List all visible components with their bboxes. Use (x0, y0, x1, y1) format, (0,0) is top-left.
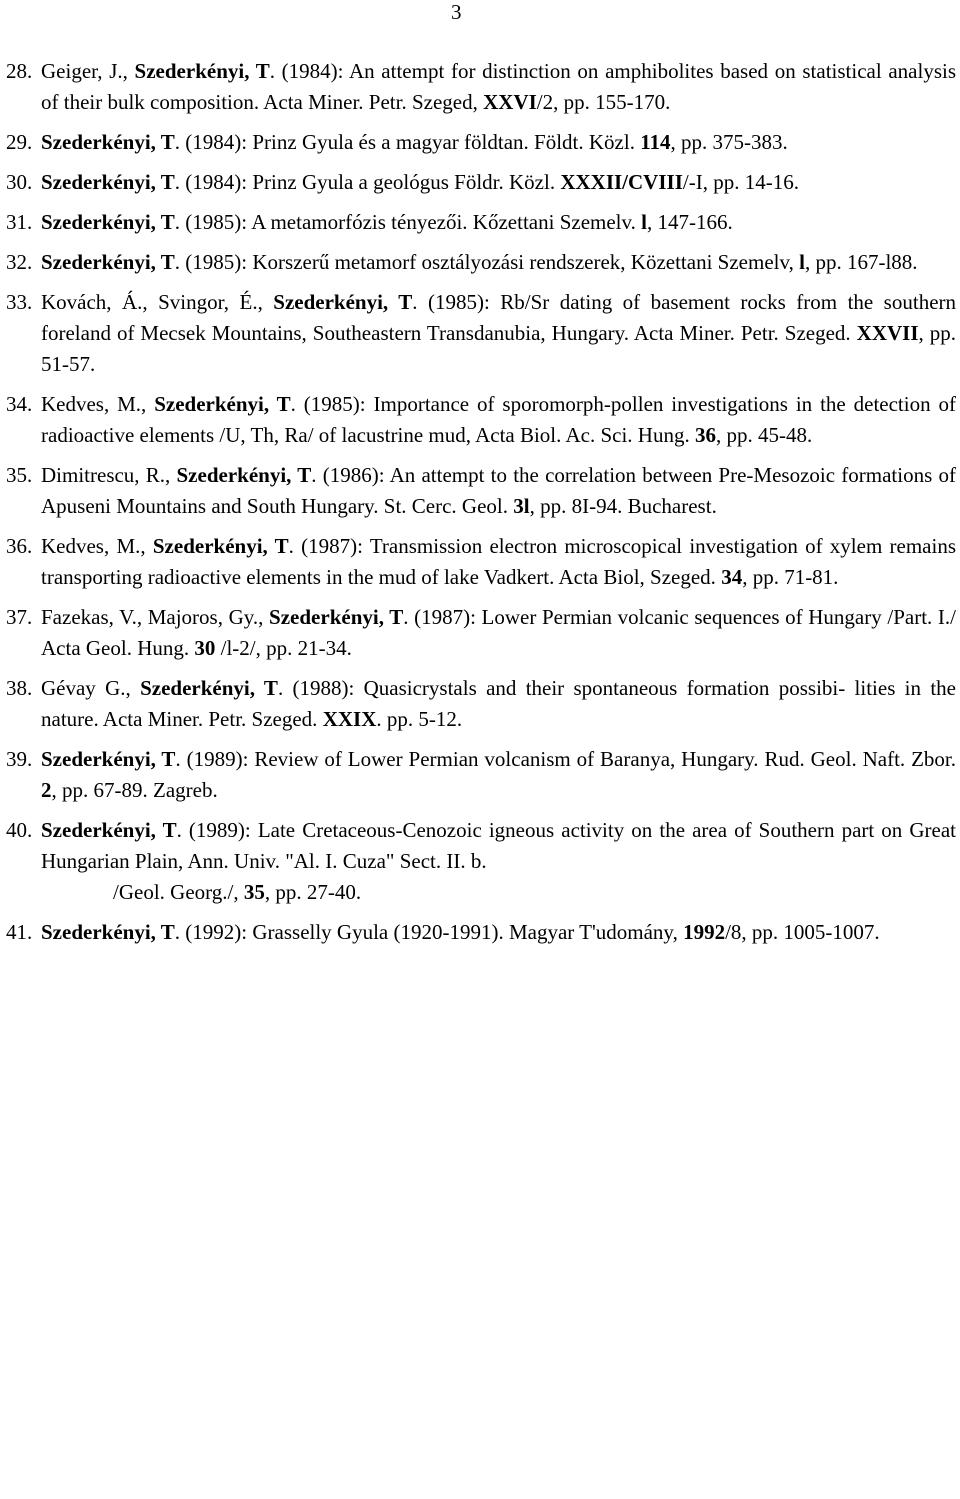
reference-number: 30. (6, 170, 33, 194)
reference-number: 39. (6, 747, 33, 771)
reference-text-segment: . (1988): Quasicrystals and their spontaneous formation possibi- lities in the nature. Acta Miner. Petr. Szeged. (41, 676, 956, 731)
reference-text-segment: , pp. 375-383. (670, 130, 788, 154)
reference-entry (6, 389, 956, 451)
reference-number: 33. (6, 290, 33, 314)
reference-text-segment: . (1985): Importance of sporomorph-pollen investigations in the detection of radioactive elements /U, Th, Ra/ of lacustrine mud, Acta Biol. Ac. Sci. Hung. (41, 392, 956, 447)
reference-number: 40. (6, 818, 33, 842)
reference-text-segment: /-I, pp. 14-16. (682, 170, 799, 194)
reference-text-segment: , pp. 8I-94. Bucharest. (529, 494, 717, 518)
reference-bold-text: 36 (694, 423, 716, 447)
reference-text (41, 247, 956, 278)
reference-bold-text: 1992 (683, 920, 726, 944)
reference-bold-text: 114 (640, 130, 671, 154)
reference-bold-text: Szederkényi, T (41, 130, 175, 154)
reference-number: 28. (6, 59, 33, 83)
reference-text-segment: . (1989): Late Cretaceous-Cenozoic igneous activity on the area of Southern part on Great Hungarian Plain, Ann. Univ. "Al. I. Cuza" Sect. II. b. (41, 818, 956, 873)
reference-entry (6, 531, 956, 593)
reference-bold-text: Szederkényi, T (41, 920, 175, 944)
reference-bold-text: Szederkényi, T (134, 59, 270, 83)
reference-bold-text: Szederkényi, T (41, 818, 177, 842)
reference-entry (6, 602, 956, 664)
reference-text (41, 744, 956, 806)
reference-bold-text: XXXII/CVIII (560, 170, 683, 194)
reference-text-segment: Fazekas, V., Majoros, Gy., (41, 605, 270, 629)
reference-number: 34. (6, 392, 33, 416)
reference-bold-text: Szederkényi, T (154, 392, 291, 416)
reference-text (41, 207, 956, 238)
reference-bold-text: 3l (513, 494, 530, 518)
reference-text (41, 815, 956, 908)
reference-bold-text: Szederkényi, T (41, 250, 175, 274)
reference-text-segment: Dimitrescu, R., (41, 463, 177, 487)
reference-bold-text: 35 (243, 880, 265, 904)
reference-number: 41. (6, 920, 33, 944)
reference-bold-text: Szederkényi, T (273, 290, 413, 314)
reference-bold-text: Szederkényi, T (269, 605, 404, 629)
reference-bold-text: l (641, 210, 647, 234)
reference-text-segment: . (1984): Prinz Gyula a geológus Földr. Közl. (174, 170, 561, 194)
reference-number: 31. (6, 210, 33, 234)
reference-entry (6, 207, 956, 238)
reference-text-segment: /l-2/, pp. 21-34. (215, 636, 352, 660)
reference-entry (6, 56, 956, 118)
reference-number: 38. (6, 676, 33, 700)
reference-text-segment: . (1985): Rb/Sr dating of basement rocks from the southern foreland of Mecsek Mountains, Southeastern Transdanubia, Hungary. Acta Miner. Petr. Szeged. (41, 290, 957, 345)
reference-text (41, 602, 956, 664)
reference-text-segment: /2, pp. 155-170. (536, 90, 671, 114)
reference-entry (6, 744, 956, 806)
reference-entry (6, 460, 956, 522)
reference-text (41, 287, 956, 380)
reference-list (6, 56, 956, 957)
reference-text-segment: . (1986): An attempt to the correlation between Pre-Mesozoic formations of Apuseni Mountains and South Hungary. St. Cerc. Geol. (41, 463, 956, 518)
reference-text (41, 531, 956, 593)
reference-bold-text: Szederkényi, T (140, 676, 278, 700)
reference-text (41, 673, 956, 735)
reference-number: 32. (6, 250, 33, 274)
reference-text-segment: , pp. 167-l88. (804, 250, 918, 274)
page-number: 3 (451, 0, 462, 24)
reference-bold-text: l (799, 250, 805, 274)
reference-entry (6, 127, 956, 158)
reference-text-segment: . (1984): An attempt for distinction on amphibolites based on statistical analysis of their bulk composition. Acta Miner. Petr. Szeged, (41, 59, 956, 114)
reference-bold-text: Szederkényi, T (41, 170, 175, 194)
reference-text-segment: . (1987): Transmission electron microscopical investigation of xylem remains transporting radioactive elements in the mud of lake Vadkert. Acta Biol, Szeged. (41, 534, 956, 589)
reference-text-segment: , pp. 51-57. (41, 321, 957, 376)
reference-number: 35. (6, 463, 33, 487)
reference-text-segment: , 147-166. (646, 210, 733, 234)
reference-text-segment: , pp. 67-89. Zagreb. (51, 778, 218, 802)
reference-text (41, 917, 956, 948)
reference-text-segment: Kovách, Á., Svingor, É., (41, 290, 274, 314)
reference-bold-text: XXVI (483, 90, 537, 114)
reference-text-segment: . (1985): Korszerű metamorf osztályozási rendszerek, Közettani Szemelv, (174, 250, 800, 274)
reference-text-segment: . (1984): Prinz Gyula és a magyar földtan. Földt. Közl. (174, 130, 641, 154)
reference-entry (6, 287, 956, 380)
reference-text (41, 460, 956, 522)
reference-continuation (41, 877, 956, 908)
reference-text-segment: , pp. 27-40. (264, 880, 362, 904)
reference-text (41, 127, 956, 158)
reference-number: 36. (6, 534, 33, 558)
reference-text-segment: Kedves, M., (41, 534, 153, 558)
reference-bold-text: 30 (194, 636, 216, 660)
reference-bold-text: 34 (721, 565, 743, 589)
reference-text-segment: . pp. 5-12. (376, 707, 463, 731)
reference-bold-text: Szederkényi, T (152, 534, 289, 558)
reference-text-segment: . (1987): Lower Permian volcanic sequences of Hungary /Part. I./ Acta Geol. Hung. (41, 605, 956, 660)
reference-entry (6, 815, 956, 908)
reference-text-segment: , pp. 45-48. (715, 423, 813, 447)
reference-bold-text: XXIX (322, 707, 377, 731)
reference-bold-text: XXVII (856, 321, 919, 345)
reference-bold-text: Szederkényi, T (176, 463, 312, 487)
reference-bold-text: Szederkényi, T (41, 747, 176, 771)
reference-text-segment: Geiger, J., (41, 59, 135, 83)
reference-text-segment: Kedves, M., (41, 392, 155, 416)
reference-entry (6, 167, 956, 198)
reference-text-segment: . (1985): A metamorfózis tényezői. Kőzettani Szemelv. (174, 210, 642, 234)
reference-bold-text: Szederkényi, T (41, 210, 175, 234)
reference-text-segment: . (1989): Review of Lower Permian volcanism of Baranya, Hungary. Rud. Geol. Naft. Zbor. (175, 747, 956, 771)
reference-entry (6, 673, 956, 735)
reference-bold-text: 2 (41, 778, 52, 802)
reference-number: 29. (6, 130, 33, 154)
reference-text-segment: , pp. 71-81. (742, 565, 839, 589)
reference-entry (6, 917, 956, 948)
reference-text-segment: Gévay G., (41, 676, 141, 700)
reference-text-segment: . (1992): Grasselly Gyula (1920-1991). Magyar T'udomány, (174, 920, 684, 944)
reference-text-segment: /Geol. Georg./, (113, 880, 244, 904)
reference-number: 37. (6, 605, 33, 629)
reference-text (41, 167, 956, 198)
reference-text-segment: /8, pp. 1005-1007. (725, 920, 880, 944)
reference-text (41, 56, 956, 118)
reference-entry (6, 247, 956, 278)
reference-text (41, 389, 956, 451)
